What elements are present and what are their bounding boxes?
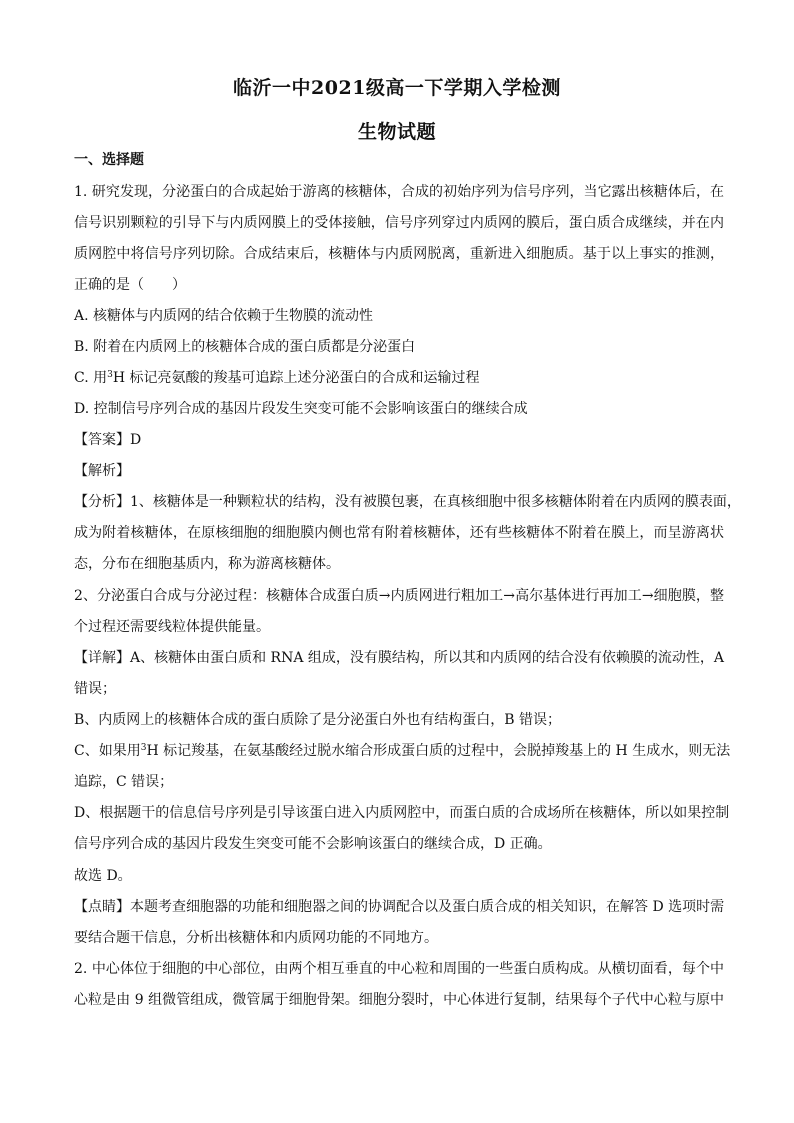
- exam-title: 临沂一中2021级高一下学期入学检测: [233, 77, 561, 99]
- isotope-superscript: 3: [140, 743, 147, 753]
- comment-line: 要结合题干信息，分析出核糖体和内质网功能的不同地方。: [74, 930, 438, 946]
- analysis-line: 【分析】1、核糖体是一种颗粒状的结构，没有被膜包裹，在真核细胞中很多核糖体附着在内质网的膜表面，: [74, 494, 741, 510]
- analysis-heading: 【解析】: [74, 463, 130, 479]
- q1-option-c-text: H 标记亮氨酸的羧基可追踪上述分泌蛋白的合成和运输过程: [112, 370, 480, 386]
- detail-line: 【详解】A、核糖体由蛋白质和 RNA 组成，没有膜结构，所以其和内质网的结合没有依赖膜的流动性，A: [74, 650, 725, 666]
- exam-subtitle: 生物试题: [357, 121, 436, 143]
- detail-line: B、内质网上的核糖体合成的蛋白质除了是分泌蛋白外也有结构蛋白，B 错误；: [74, 712, 562, 728]
- detail-line: 错误；: [74, 681, 116, 697]
- detail-line: D、根据题干的信息信号序列是引导该蛋白进入内质网腔中，而蛋白质的合成场所在核糖体，所以如果控制: [74, 805, 730, 821]
- comment-line: 【点睛】本题考查细胞器的功能和细胞器之间的协调配合以及蛋白质合成的相关知识，在解答 D 选项时需: [74, 899, 725, 915]
- q1-option-d: D. 控制信号序列合成的基因片段发生突变可能不会影响该蛋白的继续合成: [74, 401, 528, 417]
- q2-stem-line: 2. 中心体位于细胞的中心部位，由两个相互垂直的中心粒和周围的一些蛋白质构成。从横切面看，每个中: [74, 961, 724, 977]
- section-heading: 一、选择题: [74, 152, 144, 168]
- q1-stem-line: 1. 研究发现，分泌蛋白的合成起始于游离的核糖体，合成的初始序列为信号序列，当它露出核糖体后，在: [74, 184, 724, 200]
- q1-option-c-prefix: C. 用: [74, 370, 108, 386]
- detail-line-c: [74, 741, 731, 761]
- detail-line: 信号序列合成的基因片段发生突变可能不会影响该蛋白的继续合成，D 正确。: [74, 836, 552, 852]
- analysis-line: 成为附着核糖体，在原核细胞的细胞膜内侧也常有附着核糖体，还有些核糖体不附着在膜上，而呈游离状: [74, 525, 724, 541]
- q1-stem-line: 质网腔中将信号序列切除。合成结束后，核糖体与内质网脱离，重新进入细胞质。基于以上事实的推测，: [74, 246, 724, 262]
- analysis-line: 个过程还需要线粒体提供能量。: [74, 619, 270, 635]
- q1-stem-line: 正确的是（ ）: [74, 277, 186, 293]
- detail-line: 追踪，C 错误；: [74, 774, 174, 790]
- analysis-line: 2、分泌蛋白合成与分泌过程：核糖体合成蛋白质→内质网进行粗加工→高尔基体进行再加工→细胞膜，整: [74, 588, 724, 604]
- q1-option-b: B. 附着在内质网上的核糖体合成的蛋白质都是分泌蛋白: [74, 339, 416, 355]
- q2-stem-line: 心粒是由 9 组微管组成，微管属于细胞骨架。细胞分裂时，中心体进行复制，结果每个子代中心粒与原中: [74, 992, 724, 1008]
- q1-option-c: [74, 368, 724, 388]
- detail-c-text: H 标记羧基，在氨基酸经过脱水缩合形成蛋白质的过程中，会脱掉羧基上的 H 生成水，则无法: [146, 743, 731, 759]
- isotope-superscript: 3: [107, 370, 113, 380]
- choice-conclusion: 故选 D。: [74, 868, 132, 884]
- q1-stem-line: 信号识别颗粒的引导下与内质网膜上的受体接触，信号序列穿过内质网的膜后，蛋白质合成继续，并在内: [74, 215, 724, 231]
- q1-option-a: A. 核糖体与内质网的结合依赖于生物膜的流动性: [74, 308, 374, 324]
- analysis-line: 态，分布在细胞基质内，称为游离核糖体。: [74, 556, 340, 572]
- q1-answer: 【答案】D: [74, 432, 142, 448]
- detail-c-prefix: C、如果用: [74, 743, 141, 759]
